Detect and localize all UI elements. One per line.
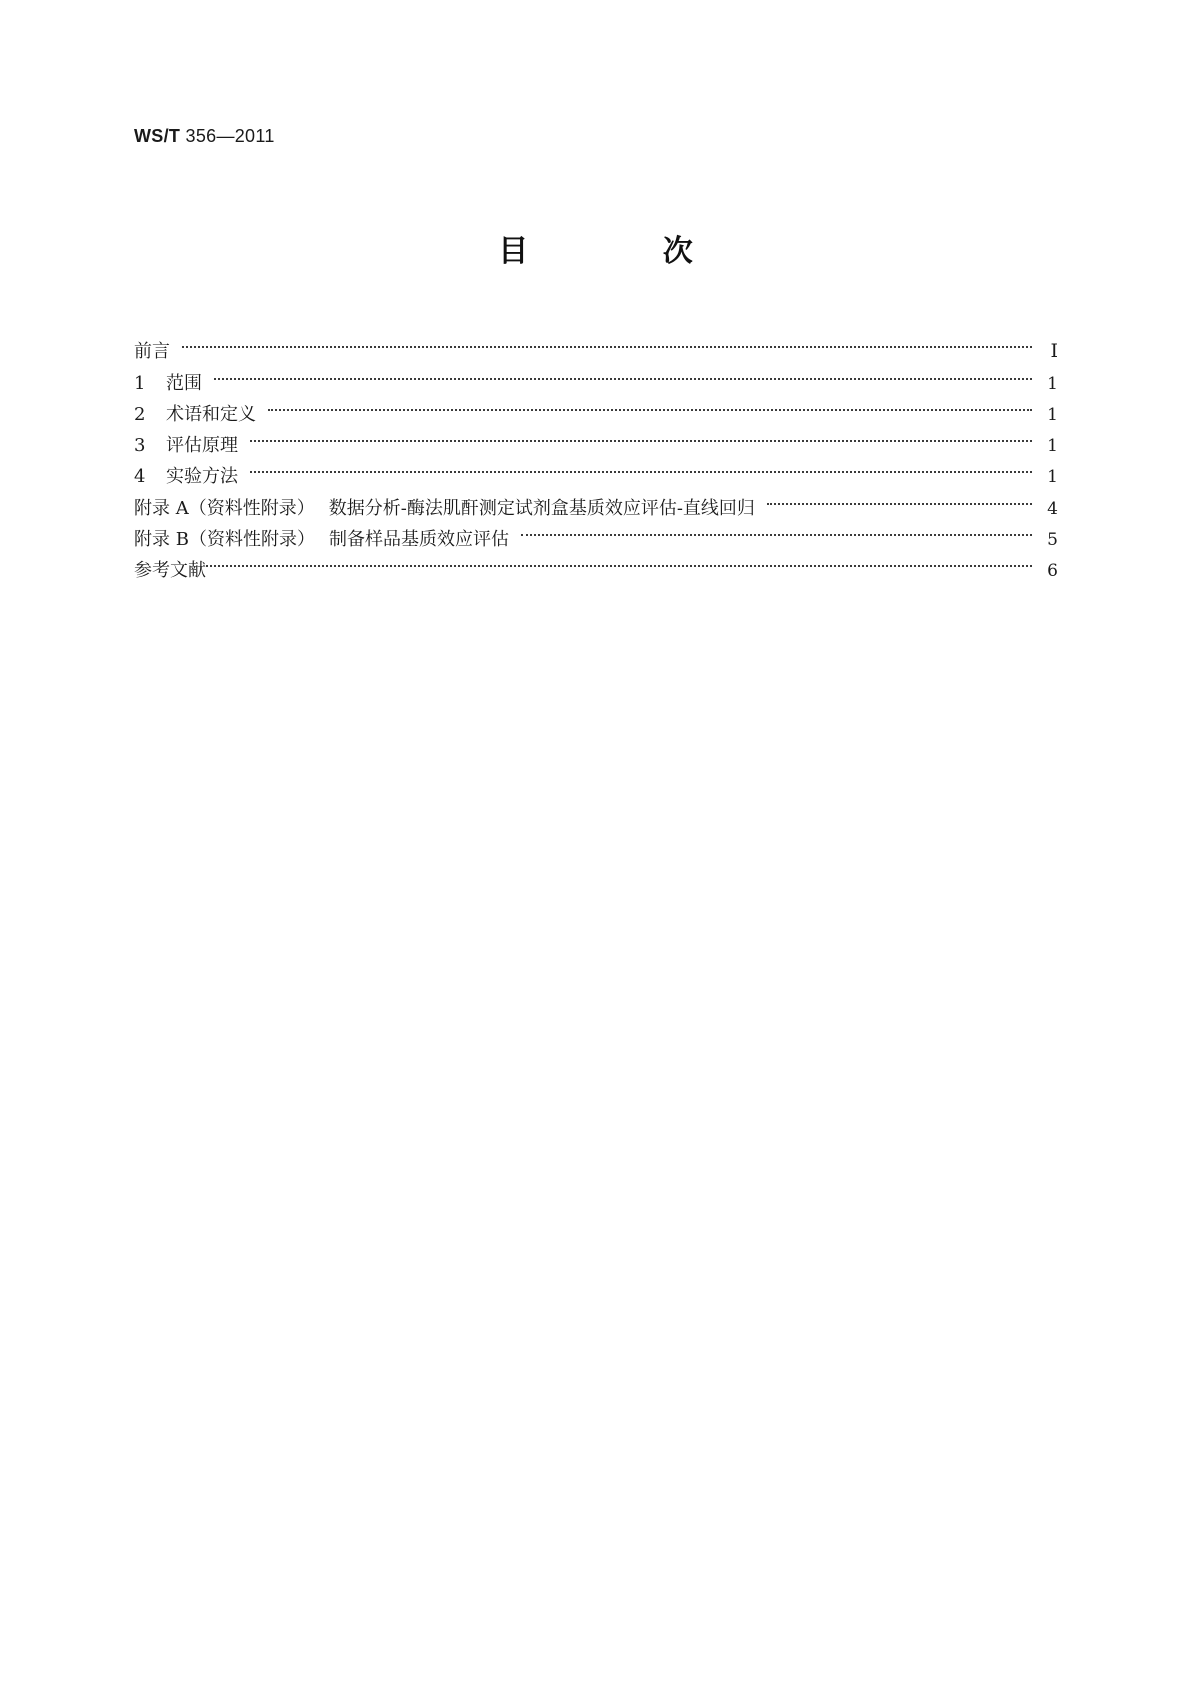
toc-entry-page: 1 xyxy=(1047,436,1058,457)
toc-entry-title: 前言 xyxy=(134,341,170,363)
dot-leader xyxy=(250,420,1034,451)
toc-entry-title: 参考文献 xyxy=(134,560,206,582)
toc-entry-title: 评估原理 xyxy=(166,435,238,457)
dot-leader xyxy=(206,545,1034,576)
dot-leader xyxy=(250,451,1034,482)
dot-leader xyxy=(182,326,1034,357)
dot-leader xyxy=(521,514,1034,545)
toc-entry-title: 术语和定义 xyxy=(166,403,256,425)
toc-entry-page: 1 xyxy=(1047,404,1058,425)
toc-entry-page: Ⅰ xyxy=(1050,340,1058,363)
table-of-contents xyxy=(134,326,1058,582)
toc-entry-annex-a[interactable] xyxy=(134,482,1058,519)
toc-entry-page: 1 xyxy=(1047,467,1058,488)
standard-code: WS/T xyxy=(134,126,181,146)
toc-entry-number: 2 xyxy=(134,403,146,425)
toc-entry-foreword[interactable] xyxy=(134,326,1058,363)
page-title: 目 次 xyxy=(498,234,755,269)
toc-entry-page: 6 xyxy=(1047,561,1058,582)
toc-entry-title: 范围 xyxy=(166,372,202,394)
standard-number xyxy=(134,126,275,147)
dot-leader xyxy=(767,482,1034,513)
toc-entry-page: 1 xyxy=(1047,373,1058,394)
annex-tag: 附录 B（资料性附录） xyxy=(134,529,315,551)
annex-tag: 附录 A（资料性附录） xyxy=(134,497,315,519)
toc-entry-page: 4 xyxy=(1047,498,1058,519)
toc-entry-terms[interactable] xyxy=(134,389,1058,425)
annex-title: 制备样品基质效应评估 xyxy=(328,529,509,551)
toc-entry-number: 3 xyxy=(134,435,146,457)
toc-entry-principle[interactable] xyxy=(134,420,1058,457)
toc-entry-title: 实验方法 xyxy=(166,466,238,488)
toc-entry-number: 1 xyxy=(134,372,146,394)
toc-entry-number: 4 xyxy=(134,466,146,488)
toc-entry-methods[interactable] xyxy=(134,451,1058,488)
dot-leader xyxy=(268,389,1034,420)
toc-entry-page: 5 xyxy=(1047,530,1058,551)
annex-title: 数据分析-酶法肌酐测定试剂盒基质效应评估-直线回归 xyxy=(328,497,755,519)
dot-leader xyxy=(214,357,1034,388)
toc-entry-references[interactable] xyxy=(134,545,1058,582)
toc-entry-scope[interactable] xyxy=(134,357,1058,394)
standard-number-value: 356—2011 xyxy=(185,126,275,146)
